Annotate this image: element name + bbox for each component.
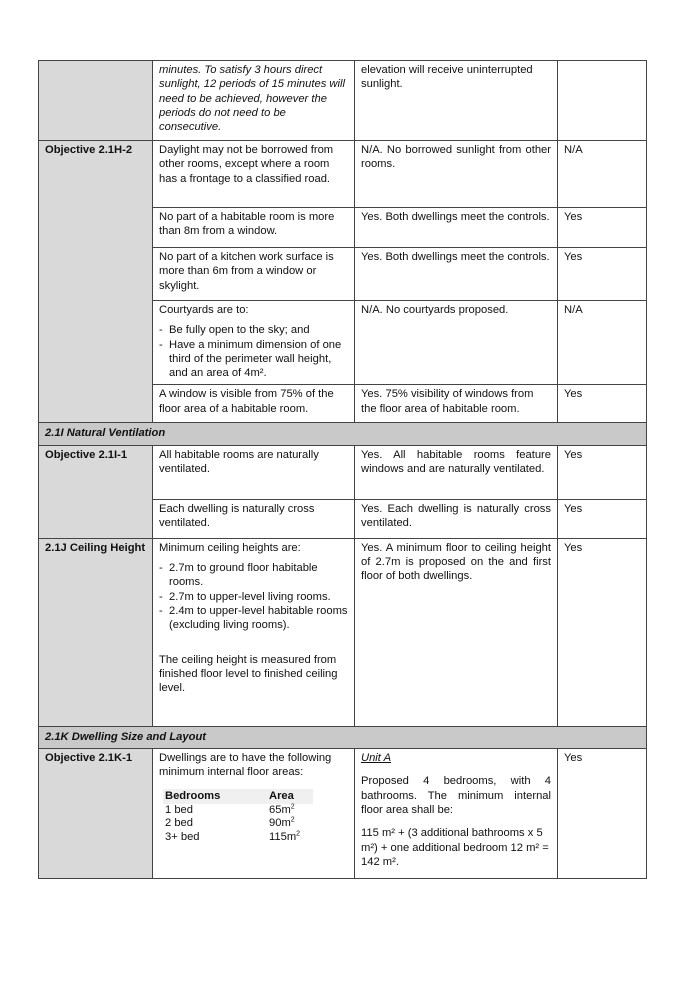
area-bedrooms: 3+ bed: [165, 830, 200, 843]
area-bedrooms: 1 bed: [165, 803, 193, 816]
section-header: [39, 726, 647, 748]
complies-cell: Yes: [558, 208, 647, 248]
objective-cell: Objective 2.1H-2: [39, 141, 153, 423]
area-row: [163, 817, 313, 831]
control-note: The ceiling height is measured from finished floor level to finished ceiling level.: [159, 653, 338, 695]
complies-cell: N/A: [558, 141, 647, 208]
list-item: - 2.4m to upper-level habitable rooms (excluding living rooms).: [159, 604, 348, 633]
response-paragraph: Proposed 4 bedrooms, with 4 bathrooms. The minimum internal floor area shall be:: [361, 775, 551, 816]
unit-label: Unit A: [361, 752, 392, 765]
area-header-row: [163, 789, 313, 804]
control-cell: [153, 749, 355, 879]
control-cell: Each dwelling is naturally cross ventilated.: [153, 499, 355, 538]
list-item: - Have a minimum dimension of one third of the perimeter wall height, and an area of 4m².: [159, 338, 348, 381]
response-cell: Yes. All habitable rooms feature windows and are naturally ventilated.: [355, 445, 558, 499]
list-item: - 2.7m to ground floor habitable rooms.: [159, 561, 348, 590]
area-header: Area: [267, 789, 313, 804]
complies-cell: N/A: [558, 301, 647, 385]
section-title: 2.1I Natural Ventilation: [39, 423, 647, 445]
response-cell: [355, 749, 558, 879]
control-cell: No part of a kitchen work surface is more than 6m from a window or skylight.: [153, 248, 355, 301]
control-cell: A window is visible from 75% of the floor area of a habitable room.: [153, 385, 355, 423]
control-cell: No part of a habitable room is more than 8m from a window.: [153, 208, 355, 248]
table-row: [39, 141, 647, 208]
response-cell: elevation will receive uninterrupted sunlight.: [355, 61, 558, 141]
area-table: [163, 789, 313, 845]
dash-list: [159, 561, 348, 632]
control-intro: Dwellings are to have the following minimum internal floor areas:: [159, 752, 332, 779]
dash-list: [159, 323, 348, 380]
complies-cell: Yes: [558, 385, 647, 423]
section-title: 2.1K Dwelling Size and Layout: [39, 726, 647, 748]
control-cell: [153, 301, 355, 385]
control-cell: All habitable rooms are naturally ventilated.: [153, 445, 355, 499]
area-bedrooms: 2 bed: [165, 817, 193, 830]
table-row: [39, 749, 647, 879]
control-intro: Minimum ceiling heights are:: [159, 541, 301, 554]
list-item: - 2.7m to upper-level living rooms.: [159, 590, 348, 604]
area-row: [163, 804, 313, 818]
objective-cell: Objective 2.1I-1: [39, 445, 153, 538]
table-row: [39, 61, 647, 141]
section-header: [39, 423, 647, 445]
area-header: Bedrooms: [163, 789, 267, 804]
objective-cell: Objective 2.1K-1: [39, 749, 153, 879]
response-cell: Yes. A minimum floor to ceiling height of 2.7m is proposed on the and first floor of both dwellings.: [355, 538, 558, 726]
complies-cell: [558, 61, 647, 141]
response-cell: N/A. No borrowed sunlight from other rooms.: [355, 141, 558, 208]
response-cell: Yes. 75% visibility of windows from the floor area of habitable room.: [355, 385, 558, 423]
objective-cell: 2.1J Ceiling Height: [39, 538, 153, 726]
response-cell: N/A. No courtyards proposed.: [355, 301, 558, 385]
control-cell: minutes. To satisfy 3 hours direct sunlight, 12 periods of 15 minutes will need to be achieved, however the periods do not need to be consecutive.: [153, 61, 355, 141]
objective-cell: [39, 61, 153, 141]
response-cell: Yes. Both dwellings meet the controls.: [355, 248, 558, 301]
area-value: $90m^2$: [269, 816, 295, 830]
response-cell: Yes. Each dwelling is naturally cross ventilated.: [355, 499, 558, 538]
complies-cell: Yes: [558, 248, 647, 301]
table-row: [39, 538, 647, 726]
response-paragraph: 115 m² + (3 additional bathrooms x 5 m²) + one additional bedroom 12 m² = 142 m².: [361, 827, 549, 868]
area-value: $115m^2$: [269, 829, 301, 843]
table-row: [39, 445, 647, 499]
area-row: [163, 831, 313, 845]
compliance-table: [38, 60, 647, 879]
complies-cell: Yes: [558, 445, 647, 499]
complies-cell: Yes: [558, 749, 647, 879]
control-cell: [153, 538, 355, 726]
area-value: $65m^2$: [269, 802, 295, 816]
list-item: - Be fully open to the sky; and: [159, 323, 348, 337]
control-intro: Courtyards are to:: [159, 304, 249, 316]
complies-cell: Yes: [558, 499, 647, 538]
response-cell: Yes. Both dwellings meet the controls.: [355, 208, 558, 248]
control-cell: Daylight may not be borrowed from other rooms, except where a room has a frontage to a classified road.: [153, 141, 355, 208]
complies-cell: Yes: [558, 538, 647, 726]
